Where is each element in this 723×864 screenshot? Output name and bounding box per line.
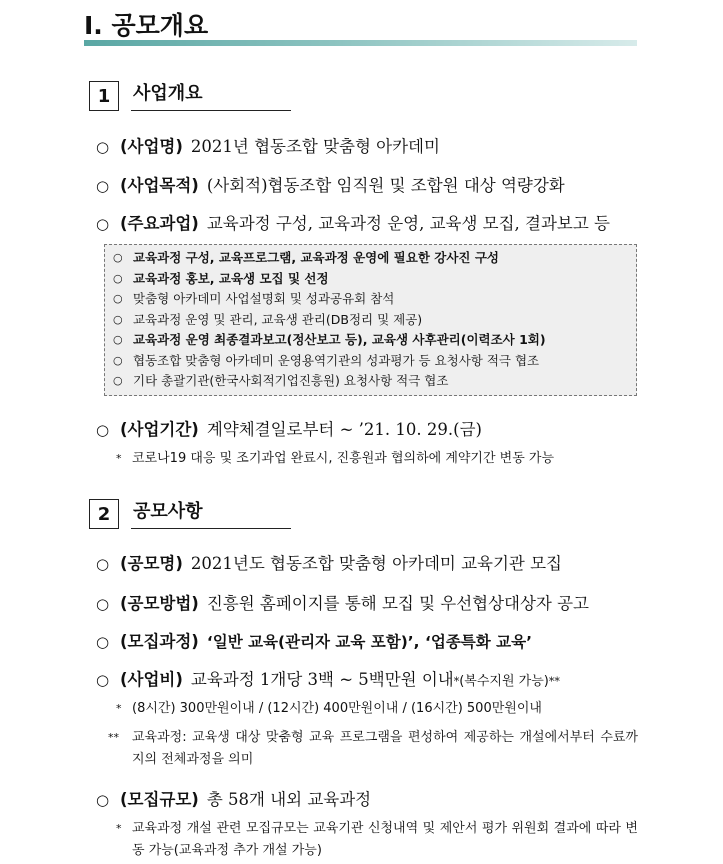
- note-mark: **: [108, 731, 119, 744]
- box-item-text: 교육과정 홍보, 교육생 모집 및 선정: [133, 270, 329, 286]
- chapter-title: Ⅰ. 공모개요: [84, 11, 209, 40]
- box-item-text: 맞춤형 아카데미 사업설명회 및 성과공유회 참석: [133, 291, 395, 306]
- box-item: [113, 351, 628, 372]
- box-item-mark: ○: [113, 292, 123, 305]
- bullet-main-tasks: [96, 210, 610, 234]
- bullet-mark: ○: [96, 595, 110, 613]
- footnote-mark: **: [548, 675, 560, 688]
- bullet-mark: ○: [96, 421, 110, 439]
- box-item: [113, 289, 628, 310]
- note-text: 코로나19 대응 및 조기과업 완료시, 진흥원과 협의하에 계약기간 변동 가능: [132, 451, 555, 466]
- bullet-mark: ○: [96, 138, 110, 156]
- bullet-value: 총 58개 내외 교육과정: [206, 790, 372, 809]
- box-item-mark: ○: [113, 353, 123, 367]
- section1-title: 사업개요: [131, 80, 291, 111]
- bullet-mark: ○: [96, 555, 110, 573]
- section2-number: 2: [89, 499, 119, 529]
- section2-heading: [89, 498, 291, 529]
- box-item: [113, 371, 628, 392]
- box-item: [113, 310, 628, 331]
- chapter-divider: [84, 40, 637, 46]
- bullet-key: (모집규모): [120, 790, 199, 809]
- bullet-call-name: [96, 550, 562, 574]
- scale-note: [116, 818, 638, 862]
- box-item-mark: ○: [113, 374, 123, 387]
- box-item-mark: ○: [113, 312, 123, 326]
- box-item-mark: ○: [113, 251, 123, 264]
- budget-paren: (복수지원 가능): [459, 674, 549, 689]
- bullet-budget: [96, 666, 560, 690]
- task-detail-box: [104, 244, 637, 396]
- box-item-text: 교육과정 운영 및 관리, 교육생 관리(DB정리 및 제공): [133, 311, 423, 327]
- bullet-recruit-course: [96, 628, 532, 652]
- section1-heading: [89, 80, 291, 111]
- bullet-value: 교육과정 구성, 교육과정 운영, 교육생 모집, 결과보고 등: [206, 214, 610, 233]
- budget-note-2: [108, 727, 638, 771]
- bullet-value: 2021년 협동조합 맞춤형 아카데미: [190, 137, 440, 156]
- section2-title: 공모사항: [131, 498, 291, 529]
- box-item: [113, 269, 628, 290]
- period-note: [116, 448, 554, 470]
- box-item-text: 기타 총괄기관(한국사회적기업진흥원) 요청사항 적극 협조: [133, 373, 449, 388]
- bullet-key: (주요과업): [120, 214, 199, 233]
- bullet-value: (사회적)협동조합 임직원 및 조합원 대상 역량강화: [206, 176, 565, 195]
- bullet-project-purpose: [96, 172, 565, 196]
- bullet-value: 계약체결일로부터 ~ ’21. 10. 29.(금): [206, 420, 482, 439]
- note-mark: *: [116, 452, 122, 465]
- note-text: 교육과정 개설 관련 모집규모는 교육기관 신청내역 및 제안서 평가 위원회 결과에 따라 변동 가능(교육과정 추가 개설 가능): [132, 821, 638, 858]
- box-item-mark: ○: [113, 333, 123, 346]
- note-text: (8시간) 300만원이내 / (12시간) 400만원이내 / (16시간) 500만원이내: [132, 701, 542, 716]
- box-item: [113, 248, 628, 269]
- bullet-value: 교육과정 1개당 3백 ~ 5백만원 이내: [190, 670, 454, 689]
- bullet-project-period: [96, 416, 482, 440]
- bullet-value: ‘일반 교육(관리자 교육 포함)’, ‘업종특화 교육’: [206, 633, 532, 651]
- bullet-key: (사업비): [120, 670, 183, 689]
- note-mark: *: [116, 702, 122, 715]
- box-item-mark: ○: [113, 271, 123, 285]
- bullet-value: 2021년도 협동조합 맞춤형 아카데미 교육기관 모집: [190, 554, 562, 573]
- bullet-mark: ○: [96, 215, 110, 233]
- bullet-key: (사업명): [120, 137, 183, 156]
- bullet-mark: ○: [96, 791, 110, 809]
- box-item-text: 협동조합 맞춤형 아카데미 운영용역기관의 성과평가 등 요청사항 적극 협조: [133, 352, 540, 368]
- bullet-recruit-scale: [96, 786, 371, 810]
- bullet-mark: ○: [96, 177, 110, 195]
- bullet-project-name: [96, 133, 440, 157]
- bullet-key: (사업목적): [120, 176, 199, 195]
- box-item-text: 교육과정 구성, 교육프로그램, 교육과정 운영에 필요한 강사진 구성: [133, 250, 499, 265]
- note-text: 교육과정: 교육생 대상 맞춤형 교육 프로그램을 편성하여 제공하는 개설에서부터 수료까지의 전체과정을 의미: [132, 730, 638, 767]
- bullet-key: (공모명): [120, 554, 183, 573]
- bullet-key: (공모방법): [120, 594, 199, 613]
- section1-number: 1: [89, 81, 119, 111]
- box-item-text: 교육과정 운영 최종결과보고(정산보고 등), 교육생 사후관리(이력조사 1회): [133, 332, 546, 347]
- bullet-mark: ○: [96, 633, 110, 651]
- bullet-value: 진흥원 홈페이지를 통해 모집 및 우선협상대상자 공고: [206, 594, 589, 613]
- budget-note-1: [116, 698, 542, 720]
- footnote-mark: *: [453, 675, 460, 688]
- bullet-key: (사업기간): [120, 420, 199, 439]
- note-mark: *: [116, 822, 122, 835]
- bullet-key: (모집과정): [120, 632, 199, 651]
- bullet-call-method: [96, 590, 589, 614]
- bullet-mark: ○: [96, 671, 110, 689]
- box-item: [113, 330, 628, 351]
